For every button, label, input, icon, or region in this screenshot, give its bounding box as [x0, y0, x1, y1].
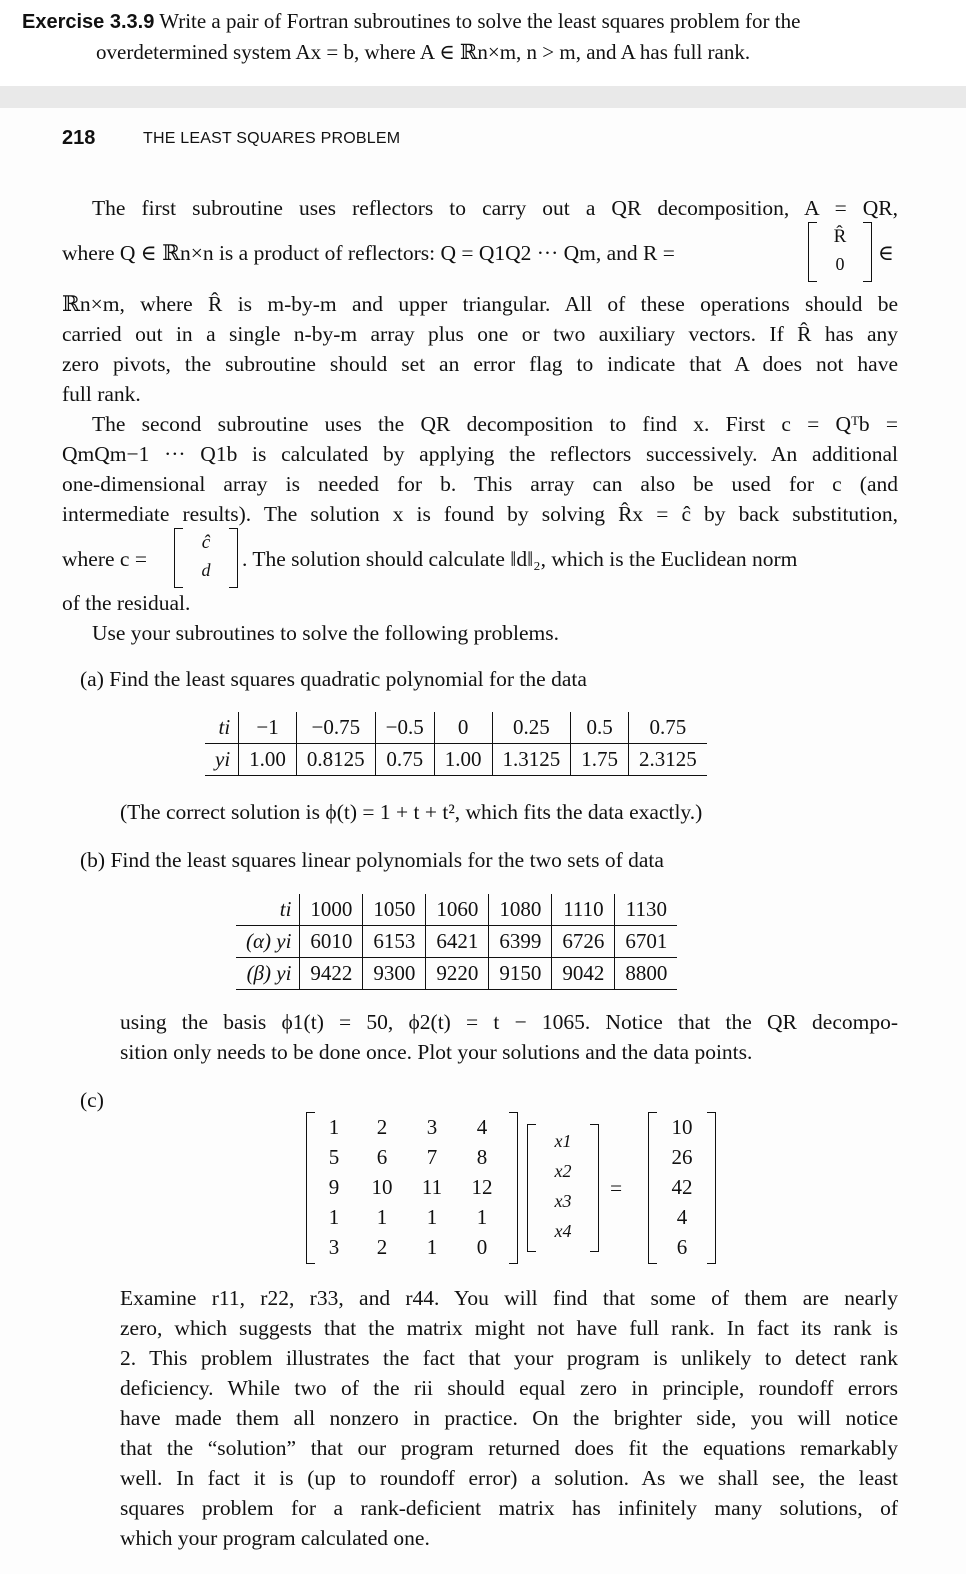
matrix-a-entry: 7: [426, 1145, 438, 1169]
matrix-a-entry: 10: [371, 1175, 393, 1199]
exercise-text: Write a pair of Fortran subroutines to solve the least squares problem for the: [154, 9, 801, 33]
p1-line-3: ℝn×m, where R̂ is m-by-m and upper triangular. All of these operations should be: [62, 292, 898, 316]
p2-line-4: intermediate results). The solution x is found by solving R̂x = ĉ by back substitution,: [62, 502, 898, 526]
table-cell: 1080: [489, 894, 552, 926]
vector-x-entry: x1: [554, 1131, 572, 1151]
part-b-line-1: using the basis ϕ1(t) = 50, ϕ2(t) = t − 1065. Notice that the QR decompo-: [120, 1010, 898, 1034]
table-cell: (β) yi: [236, 958, 300, 990]
part-c-line-6: that the “solution” that our program returned does fit the equations remarkably: [120, 1436, 898, 1460]
matrix-a-entry: 0: [476, 1235, 488, 1259]
instructions-line: Use your subroutines to solve the following problems.: [92, 621, 559, 645]
running-head: THE LEAST SQUARES PROBLEM: [143, 130, 401, 147]
d-entry: d: [201, 560, 211, 580]
part-c-line-3: 2. This problem illustrates the fact that your program is unlikely to detect rank: [120, 1346, 898, 1370]
part-b-heading: (b) Find the least squares linear polynomials for the two sets of data: [80, 848, 664, 872]
part-c-line-7: well. In fact it is (up to roundoff error) a solution. As we shall see, the least: [120, 1466, 898, 1490]
matrix-a-entry: 1: [376, 1205, 388, 1229]
element-of-symbol: ∈: [878, 241, 894, 265]
exercise-header: [0, 0, 966, 86]
matrix-a-entry: 6: [376, 1145, 388, 1169]
matrix-a-entry: 4: [476, 1115, 488, 1139]
table-cell: −0.75: [296, 712, 375, 744]
p2-line-5-end: . The solution should calculate ‖d‖₂, which is the Euclidean norm: [242, 547, 798, 571]
table-cell: 1050: [363, 894, 426, 926]
matrix-a-entry: 2: [376, 1235, 388, 1259]
p1-line-2: where Q ∈ ℝn×n is a product of reflectors: Q = Q1Q2 ··· Qm, and R =: [62, 241, 675, 265]
table-cell: ti: [205, 712, 239, 744]
table-cell: 1110: [552, 894, 615, 926]
r-block-matrix: [808, 222, 872, 282]
vector-x: [527, 1124, 599, 1252]
p1-line-6: full rank.: [62, 382, 141, 406]
table-cell: 6726: [552, 926, 615, 958]
table-cell: 6701: [615, 926, 678, 958]
part-c-line-1: Examine r11, r22, r33, and r44. You will find that some of them are nearly: [120, 1286, 898, 1310]
table-cell: 9300: [363, 958, 426, 990]
matrix-a-entry: 3: [328, 1235, 340, 1259]
p1-line-4: carried out in a single n-by-m array plus one or two auxiliary vectors. If R̂ has any: [62, 322, 898, 346]
vector-b-entry: 26: [671, 1145, 693, 1169]
exercise-line-2: overdetermined system Ax = b, where A ∈ ℝn×m, n > m, and A has full rank.: [96, 40, 751, 64]
vector-b: [648, 1112, 716, 1264]
table-cell: 6399: [489, 926, 552, 958]
matrix-a-entry: 1: [426, 1235, 438, 1259]
table-cell: 0.8125: [296, 744, 375, 776]
p2-line-2: QmQm−1 ··· Q1b is calculated by applying the reflectors successively. An additional: [62, 442, 898, 466]
part-c-line-8: squares problem for a rank-deficient matrix has infinitely many solutions, of: [120, 1496, 898, 1520]
matrix-a-entry: 5: [328, 1145, 340, 1169]
part-a-heading: (a) Find the least squares quadratic polynomial for the data: [80, 667, 587, 691]
table-cell: (α) yi: [236, 926, 300, 958]
table-cell: 9220: [426, 958, 489, 990]
page-separator: [0, 86, 966, 108]
r-hat-entry: R̂: [833, 226, 847, 247]
table-b-row-alpha: [236, 926, 677, 958]
table-cell: 0.75: [629, 712, 707, 744]
part-b-line-2: sition only needs to be done once. Plot your solutions and the data points.: [120, 1040, 753, 1064]
table-cell: −0.5: [375, 712, 434, 744]
table-a-row-y: [205, 744, 707, 776]
table-cell: 1060: [426, 894, 489, 926]
part-c-line-4: deficiency. While two of the rii should equal zero in principle, roundoff errors: [120, 1376, 898, 1400]
table-cell: 0.25: [492, 712, 571, 744]
table-cell: 0.5: [571, 712, 629, 744]
part-c-line-5: have made them all nonzero in practice. On the brighter side, you will notice: [120, 1406, 898, 1430]
table-a: [205, 712, 707, 776]
vector-b-entry: 10: [671, 1115, 693, 1139]
table-cell: −1: [239, 712, 297, 744]
matrix-a-entry: 2: [376, 1115, 388, 1139]
table-cell: 2.3125: [629, 744, 707, 776]
table-cell: 9422: [300, 958, 363, 990]
p2-line-3: one-dimensional array is needed for b. This array can also be used for c (and: [62, 472, 898, 496]
matrix-a-entry: 1: [328, 1205, 340, 1229]
table-cell: 6153: [363, 926, 426, 958]
exercise-line-1: [22, 6, 800, 37]
p1-line-1: The first subroutine uses reflectors to carry out a QR decomposition, A = QR,: [92, 196, 898, 220]
vector-b-entry: 4: [676, 1205, 688, 1229]
exercise-label: Exercise 3.3.9: [22, 11, 155, 33]
table-cell: 6421: [426, 926, 489, 958]
vector-x-entry: x3: [554, 1191, 572, 1211]
table-cell: 1130: [615, 894, 678, 926]
matrix-a-entry: 3: [426, 1115, 438, 1139]
part-a-note: (The correct solution is ϕ(t) = 1 + t + t², which fits the data exactly.): [120, 800, 703, 824]
matrix-a-entry: 12: [471, 1175, 493, 1199]
table-b-row-t: [236, 894, 677, 926]
table-cell: 6010: [300, 926, 363, 958]
matrix-a: [306, 1112, 518, 1264]
matrix-a-entry: 1: [476, 1205, 488, 1229]
vector-b-entry: 6: [676, 1235, 688, 1259]
table-cell: 9150: [489, 958, 552, 990]
vector-x-entry: x4: [554, 1221, 572, 1241]
matrix-a-entry: 1: [328, 1115, 340, 1139]
table-cell: 9042: [552, 958, 615, 990]
table-b: [236, 894, 677, 990]
table-cell: 0.75: [375, 744, 434, 776]
matrix-a-entry: 8: [476, 1145, 488, 1169]
part-c-line-2: zero, which suggests that the matrix might not have full rank. In fact its rank is: [120, 1316, 898, 1340]
part-c-label: (c): [80, 1088, 104, 1112]
table-cell: 8800: [615, 958, 678, 990]
matrix-a-entry: 1: [426, 1205, 438, 1229]
page-number: 218: [62, 127, 96, 149]
p1-line-5: zero pivots, the subroutine should set an error flag to indicate that A does not have: [62, 352, 898, 376]
table-cell: yi: [205, 744, 239, 776]
matrix-a-entry: 11: [421, 1175, 443, 1199]
p2-line-5-start: where c =: [62, 547, 147, 571]
table-cell: 1.00: [434, 744, 492, 776]
p2-line-1: The second subroutine uses the QR decomposition to find x. First c = Qᵀb =: [92, 412, 898, 436]
table-cell: 0: [434, 712, 492, 744]
r-zero-entry: 0: [835, 254, 845, 274]
part-c-line-9: which your program calculated one.: [120, 1526, 430, 1550]
p2-line-6: of the residual.: [62, 591, 191, 615]
table-cell: 1000: [300, 894, 363, 926]
table-b-row-beta: [236, 958, 677, 990]
table-cell: 1.75: [571, 744, 629, 776]
table-cell: 1.3125: [492, 744, 571, 776]
equals-sign: =: [610, 1176, 623, 1200]
vector-x-entry: x2: [554, 1161, 572, 1181]
table-cell: ti: [236, 894, 300, 926]
c-block-vector: [174, 528, 238, 588]
c-hat-entry: ĉ: [201, 532, 211, 553]
matrix-a-entry: 9: [328, 1175, 340, 1199]
table-a-row-t: [205, 712, 707, 744]
vector-b-entry: 42: [671, 1175, 693, 1199]
table-cell: 1.00: [239, 744, 297, 776]
